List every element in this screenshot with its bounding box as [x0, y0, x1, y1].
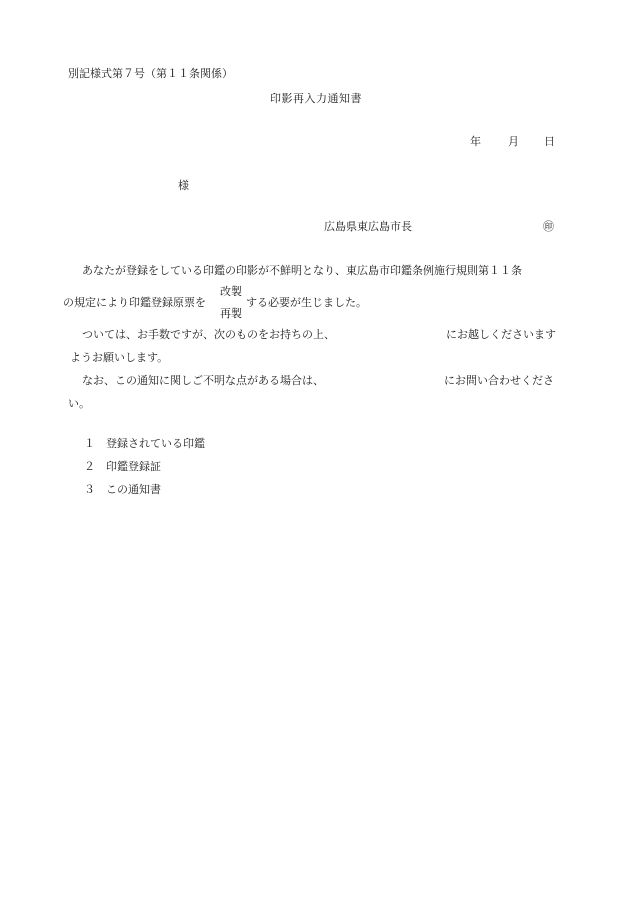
paragraph-3-line-2: い。	[68, 397, 90, 410]
option-kaisei: 改製	[220, 285, 242, 298]
paragraph-2-line-2: ようお願いします。	[70, 351, 169, 364]
option-saisei: 再製	[220, 307, 242, 320]
date-day-label: 日	[544, 135, 555, 148]
issuer-name: 広島県東広島市長	[324, 220, 412, 233]
document-title: 印影再入力通知書	[270, 92, 362, 105]
list-item: 印鑑登録証	[106, 460, 161, 473]
paragraph-3-line-1-part-1: なお、この通知に関しご不明な点がある場合は、	[82, 374, 324, 387]
paragraph-1-line-1: あなたが登録をしている印鑑の印影が不鮮明となり、東広島市印鑑条例施行規則第１１条	[82, 264, 522, 277]
paragraph-2-line-1-part-2: にお越しくださいます	[446, 328, 556, 341]
seal-mark: ㊞	[543, 220, 554, 233]
addressee-suffix: 様	[178, 179, 189, 192]
list-item-number: ２	[84, 460, 95, 473]
paragraph-2-line-1-part-1: ついては、お手数ですが、次のものをお持ちの上、	[82, 328, 335, 341]
list-item-number: １	[84, 437, 95, 450]
date-year-label: 年	[470, 135, 481, 148]
form-label: 別記様式第７号（第１１条関係）	[68, 67, 233, 80]
list-item-number: ３	[84, 483, 95, 496]
paragraph-1-line-2-pre: の規定により印鑑登録原票を	[63, 296, 206, 309]
date-month-label: 月	[508, 135, 519, 148]
paragraph-1-line-2-post: する必要が生じました。	[246, 296, 367, 309]
paragraph-3-line-1-part-2: にお問い合わせくださ	[444, 374, 554, 387]
list-item: この通知書	[106, 483, 161, 496]
list-item: 登録されている印鑑	[106, 437, 205, 450]
